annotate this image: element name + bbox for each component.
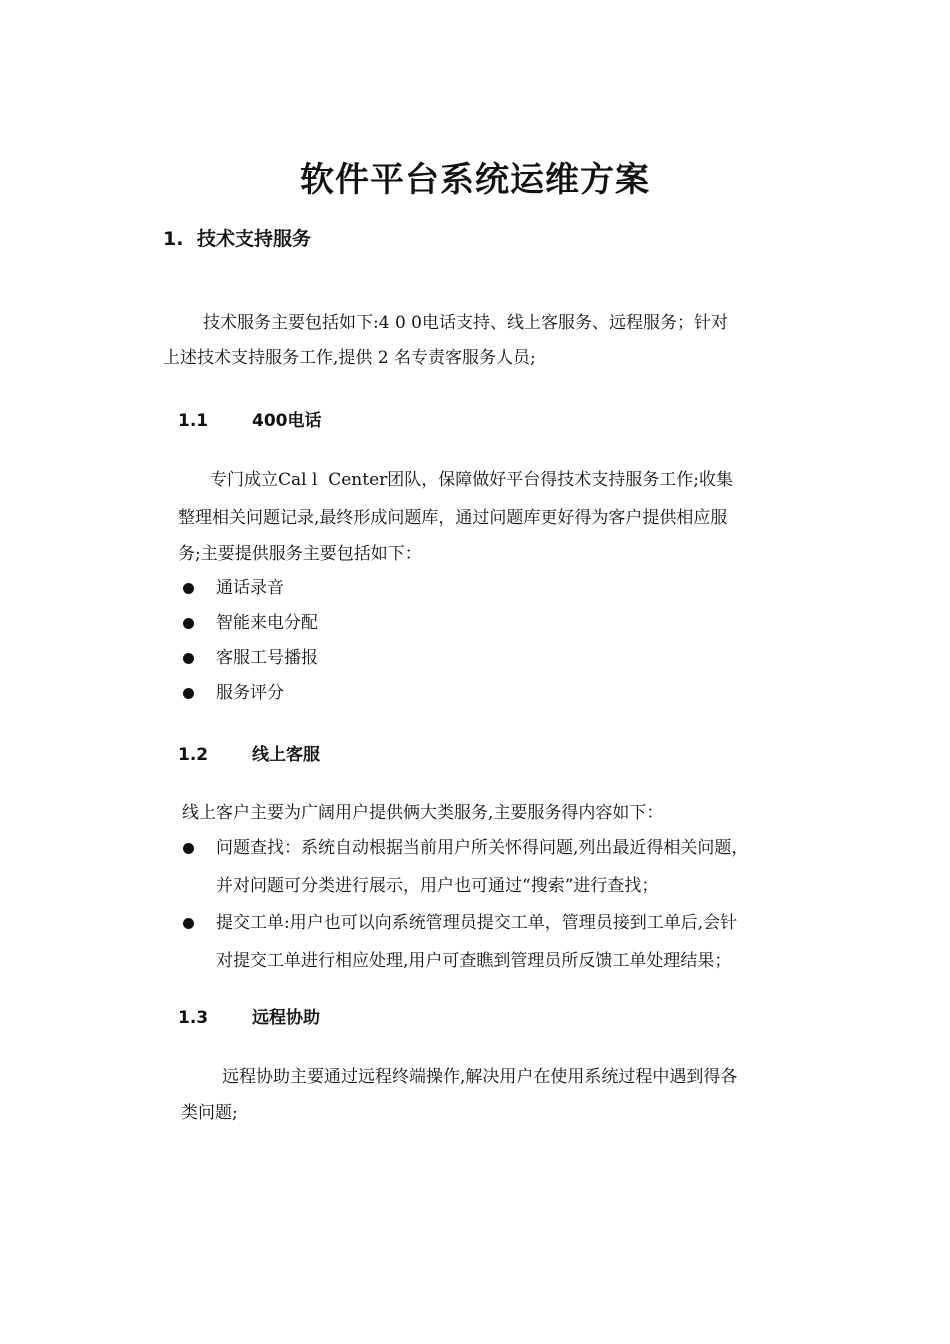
bullet-icon xyxy=(183,618,194,629)
section-heading-1 xyxy=(163,224,311,251)
section-title: 线上客服 xyxy=(252,745,320,765)
bullet-icon xyxy=(183,843,194,854)
section1-1-line1: 专门成立Cal l Center团队，保障做好平台得技术支持服务工作;收集 xyxy=(210,470,733,490)
section-number: 1.3 xyxy=(178,1008,209,1028)
list-item: 问题查找：系统自动根据当前用户所关怀得问题,列出最近得相关问题， 并对问题可分类进行展示，用户也可通过“搜索”进行查找； xyxy=(180,831,816,904)
feature-list xyxy=(180,571,318,711)
list-item: 通话录音 xyxy=(180,571,318,606)
section1-intro-line1: 技术服务主要包括如下:4 0 0电话支持、线上客服务、远程服务；针对 xyxy=(203,313,728,333)
section-heading-1-1 xyxy=(178,406,322,431)
section1-3-line1: 远程协助主要通过远程终端操作,解决用户在使用系统过程中遇到得各 xyxy=(222,1067,738,1087)
service-list xyxy=(180,831,816,979)
section1-intro-line2: 上述技术支持服务工作,提供 2 名专责客服务人员; xyxy=(163,348,536,368)
document-title: 软件平台系统运维方案 xyxy=(300,160,650,200)
section-title: 远程协助 xyxy=(252,1008,320,1028)
bullet-icon xyxy=(183,583,194,594)
bullet-icon xyxy=(183,688,194,699)
section1-3-line2: 类问题; xyxy=(181,1103,238,1123)
section1-1-line2: 整理相关问题记录,最终形成问题库，通过问题库更好得为客户提供相应服 xyxy=(178,508,728,528)
list-item: 提交工单:用户也可以向系统管理员提交工单，管理员接到工单后,会针 对提交工单进行相应处理,用户可查瞧到管理员所反馈工单处理结果； xyxy=(180,906,816,979)
section-number: 1. xyxy=(163,228,184,250)
section-number: 1.2 xyxy=(178,745,209,765)
list-item: 智能来电分配 xyxy=(180,606,318,641)
section-title: 技术支持服务 xyxy=(197,228,312,250)
section1-1-line3: 务;主要提供服务主要包括如下： xyxy=(178,544,422,564)
section-number: 1.1 xyxy=(178,411,209,431)
list-item: 服务评分 xyxy=(180,676,318,711)
section-heading-1-3 xyxy=(178,1003,320,1028)
list-item: 客服工号播报 xyxy=(180,641,318,676)
section-heading-1-2 xyxy=(178,740,320,765)
bullet-icon xyxy=(183,653,194,664)
section1-2-intro: 线上客户主要为广阔用户提供俩大类服务,主要服务得内容如下： xyxy=(182,803,664,823)
bullet-icon xyxy=(183,918,194,929)
section-title: 400电话 xyxy=(252,411,322,431)
